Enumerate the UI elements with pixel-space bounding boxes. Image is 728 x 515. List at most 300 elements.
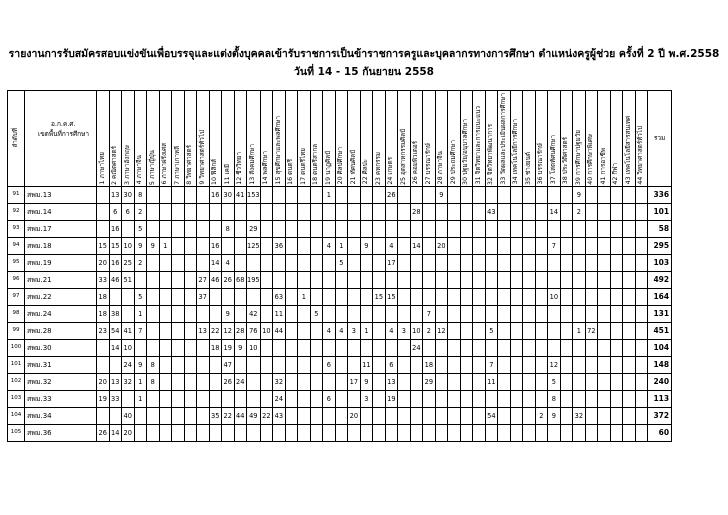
row-count: [273, 187, 286, 204]
header-subject: 34 เทคโนโลยีการศึกษา: [510, 91, 523, 187]
row-count: 125: [247, 238, 261, 255]
row-count: [598, 425, 611, 442]
row-count: [460, 289, 473, 306]
row-count: [360, 289, 373, 306]
row-count: [247, 289, 261, 306]
row-count: [473, 187, 486, 204]
row-count: 1: [134, 391, 147, 408]
row-count: [335, 306, 348, 323]
row-count: [310, 204, 323, 221]
row-count: [134, 272, 147, 289]
row-count: [298, 340, 311, 357]
row-total: 372: [648, 408, 672, 425]
row-count: 15: [385, 289, 398, 306]
row-count: [273, 204, 286, 221]
row-count: 9: [234, 340, 247, 357]
row-count: [510, 425, 523, 442]
row-count: [197, 340, 210, 357]
row-count: [423, 272, 436, 289]
row-count: 7: [548, 238, 561, 255]
row-count: [623, 340, 636, 357]
row-count: [335, 374, 348, 391]
row-count: 42: [247, 306, 261, 323]
row-count: [598, 323, 611, 340]
row-count: 11: [273, 306, 286, 323]
row-count: [184, 374, 197, 391]
header-subject: 2 คณิตศาสตร์: [109, 91, 122, 187]
row-region: สพม.31: [25, 357, 97, 374]
row-count: [510, 255, 523, 272]
row-count: [635, 306, 648, 323]
row-count: [560, 340, 573, 357]
row-total: 113: [648, 391, 672, 408]
row-count: [535, 255, 548, 272]
row-count: [523, 357, 536, 374]
row-count: [285, 255, 298, 272]
row-count: [159, 289, 172, 306]
row-count: [435, 306, 448, 323]
row-count: [623, 357, 636, 374]
row-count: 17: [348, 374, 361, 391]
row-count: [184, 323, 197, 340]
table-row: [8, 391, 672, 408]
row-count: [560, 425, 573, 442]
row-count: [184, 289, 197, 306]
row-count: 24: [122, 357, 135, 374]
header-subject: 3 ภาษาอังกฤษ: [122, 91, 135, 187]
row-count: [97, 357, 110, 374]
row-count: [560, 204, 573, 221]
row-count: [623, 306, 636, 323]
row-region: สพม.19: [25, 255, 97, 272]
row-count: 9: [222, 306, 235, 323]
row-count: [310, 425, 323, 442]
row-count: [635, 238, 648, 255]
row-count: [410, 221, 423, 238]
row-count: [373, 306, 386, 323]
row-count: [310, 323, 323, 340]
row-region: สพม.32: [25, 374, 97, 391]
row-count: [573, 255, 586, 272]
row-count: [585, 289, 598, 306]
row-region: สพม.13: [25, 187, 97, 204]
row-count: [435, 221, 448, 238]
row-count: [373, 425, 386, 442]
row-seq: 94: [8, 238, 25, 255]
row-count: [234, 289, 247, 306]
row-seq: 91: [8, 187, 25, 204]
row-count: [523, 374, 536, 391]
row-count: [310, 238, 323, 255]
row-count: [159, 204, 172, 221]
row-count: [498, 408, 511, 425]
row-count: [485, 391, 498, 408]
row-count: [435, 255, 448, 272]
report-date: วันที่ 14 - 15 กันยายน 2558: [294, 66, 434, 78]
row-count: [298, 238, 311, 255]
row-total: 164: [648, 289, 672, 306]
row-count: [273, 357, 286, 374]
row-count: [623, 425, 636, 442]
row-count: [298, 221, 311, 238]
row-count: [448, 272, 461, 289]
row-count: [585, 374, 598, 391]
row-count: 29: [247, 221, 261, 238]
row-count: [398, 374, 411, 391]
header-subject: 21 ทัศนศิลป์: [348, 91, 361, 187]
row-count: [610, 255, 623, 272]
row-count: [234, 425, 247, 442]
row-count: [159, 187, 172, 204]
row-count: [335, 221, 348, 238]
row-count: [184, 340, 197, 357]
row-count: [623, 204, 636, 221]
row-count: 20: [97, 374, 110, 391]
header-subject: 13 สังคมศึกษา: [247, 91, 261, 187]
row-count: [598, 357, 611, 374]
row-count: [172, 357, 185, 374]
row-count: [623, 272, 636, 289]
row-count: [298, 306, 311, 323]
row-count: 46: [209, 272, 222, 289]
row-count: [360, 306, 373, 323]
row-count: [610, 289, 623, 306]
row-count: [423, 425, 436, 442]
row-count: 25: [122, 255, 135, 272]
row-total: 104: [648, 340, 672, 357]
row-count: [623, 374, 636, 391]
row-count: [285, 204, 298, 221]
row-count: [460, 323, 473, 340]
row-count: [398, 272, 411, 289]
header-subject: 22 ศิลปะ: [360, 91, 373, 187]
row-count: [510, 408, 523, 425]
row-total: 60: [648, 425, 672, 442]
row-count: [623, 323, 636, 340]
row-count: 3: [398, 323, 411, 340]
row-count: [184, 221, 197, 238]
row-count: 49: [247, 408, 261, 425]
row-total: 131: [648, 306, 672, 323]
row-count: [635, 272, 648, 289]
row-count: 13: [109, 187, 122, 204]
row-count: [560, 391, 573, 408]
row-count: 4: [323, 323, 336, 340]
row-count: [448, 391, 461, 408]
row-count: [448, 204, 461, 221]
row-count: [134, 408, 147, 425]
row-count: 32: [122, 374, 135, 391]
row-count: [398, 357, 411, 374]
row-count: [435, 340, 448, 357]
row-seq: 101: [8, 357, 25, 374]
table-row: [8, 289, 672, 306]
row-count: 23: [97, 323, 110, 340]
row-count: [310, 374, 323, 391]
applicants-table: [7, 90, 672, 442]
row-count: [197, 204, 210, 221]
row-count: [147, 391, 160, 408]
header-subject: 11 เคมี: [222, 91, 235, 187]
row-count: [122, 306, 135, 323]
row-count: [323, 255, 336, 272]
row-count: 32: [273, 374, 286, 391]
row-count: 16: [109, 221, 122, 238]
row-count: [209, 391, 222, 408]
row-count: [197, 238, 210, 255]
row-count: [535, 187, 548, 204]
row-count: 15: [97, 238, 110, 255]
row-count: [460, 221, 473, 238]
row-count: [635, 221, 648, 238]
row-count: [498, 374, 511, 391]
row-count: [373, 391, 386, 408]
row-total: 451: [648, 323, 672, 340]
row-count: 2: [423, 323, 436, 340]
row-count: [147, 255, 160, 272]
row-count: 153: [247, 187, 261, 204]
row-count: 41: [234, 187, 247, 204]
row-count: [635, 357, 648, 374]
row-count: [147, 425, 160, 442]
header-subject: 36 บรรณารักษ์: [535, 91, 548, 187]
row-region: สพม.24: [25, 306, 97, 323]
row-count: [548, 425, 561, 442]
row-count: 72: [585, 323, 598, 340]
row-count: [310, 187, 323, 204]
row-count: [260, 255, 273, 272]
row-count: 1: [134, 374, 147, 391]
row-region: สพม.18: [25, 238, 97, 255]
row-count: 18: [423, 357, 436, 374]
row-count: [310, 272, 323, 289]
row-count: [535, 221, 548, 238]
row-count: [159, 391, 172, 408]
row-count: [159, 374, 172, 391]
row-count: [510, 391, 523, 408]
row-count: 9: [435, 187, 448, 204]
row-count: 13: [197, 323, 210, 340]
row-count: [460, 204, 473, 221]
row-count: [285, 408, 298, 425]
row-count: [285, 289, 298, 306]
row-count: [134, 425, 147, 442]
header-subject: 12 ชีววิทยา: [234, 91, 247, 187]
row-count: [598, 289, 611, 306]
row-count: [310, 408, 323, 425]
row-count: [260, 187, 273, 204]
row-count: [585, 408, 598, 425]
row-count: [147, 221, 160, 238]
row-total: 148: [648, 357, 672, 374]
row-count: 35: [209, 408, 222, 425]
row-count: [335, 340, 348, 357]
row-count: 29: [423, 374, 436, 391]
row-count: [610, 340, 623, 357]
row-count: [448, 425, 461, 442]
row-count: [335, 204, 348, 221]
header-subject: 24 เกษตร: [385, 91, 398, 187]
row-count: [448, 408, 461, 425]
row-region: สพม.22: [25, 289, 97, 306]
row-count: [209, 357, 222, 374]
row-count: [560, 187, 573, 204]
row-count: [97, 204, 110, 221]
header-seq: ลำดับที่: [8, 91, 25, 187]
row-count: [623, 187, 636, 204]
row-count: [485, 238, 498, 255]
row-count: [285, 221, 298, 238]
row-count: 7: [485, 357, 498, 374]
row-count: [473, 374, 486, 391]
row-count: [348, 425, 361, 442]
row-count: [285, 374, 298, 391]
row-count: 5: [134, 221, 147, 238]
row-count: 20: [348, 408, 361, 425]
row-count: [360, 340, 373, 357]
row-count: [373, 357, 386, 374]
row-count: [460, 255, 473, 272]
row-count: [485, 221, 498, 238]
row-count: [585, 204, 598, 221]
row-count: [560, 357, 573, 374]
row-count: 22: [260, 408, 273, 425]
row-region: สพม.17: [25, 221, 97, 238]
row-count: [485, 187, 498, 204]
row-count: [398, 187, 411, 204]
row-count: 5: [134, 289, 147, 306]
row-total: 58: [648, 221, 672, 238]
row-count: [623, 391, 636, 408]
row-count: [548, 323, 561, 340]
row-seq: 103: [8, 391, 25, 408]
row-count: 20: [97, 255, 110, 272]
row-count: [298, 408, 311, 425]
row-count: 7: [134, 323, 147, 340]
row-count: [373, 374, 386, 391]
row-count: 16: [209, 187, 222, 204]
row-count: 6: [385, 357, 398, 374]
row-count: [348, 272, 361, 289]
row-count: [172, 340, 185, 357]
row-count: [222, 289, 235, 306]
row-count: [323, 289, 336, 306]
row-count: [635, 289, 648, 306]
row-count: [298, 323, 311, 340]
row-count: 9: [134, 357, 147, 374]
row-count: [159, 425, 172, 442]
row-count: 43: [273, 408, 286, 425]
row-count: 5: [335, 255, 348, 272]
row-count: [122, 221, 135, 238]
table-body: [8, 187, 672, 442]
row-count: 44: [273, 323, 286, 340]
row-count: [373, 221, 386, 238]
row-count: [209, 306, 222, 323]
row-count: [184, 255, 197, 272]
row-count: [473, 340, 486, 357]
row-count: [410, 187, 423, 204]
row-count: [560, 408, 573, 425]
table-row: [8, 272, 672, 289]
row-count: [234, 255, 247, 272]
row-count: [410, 306, 423, 323]
row-count: [473, 323, 486, 340]
row-count: [510, 272, 523, 289]
row-count: [435, 425, 448, 442]
row-count: [335, 408, 348, 425]
row-count: [510, 357, 523, 374]
row-count: 16: [209, 238, 222, 255]
row-count: [197, 255, 210, 272]
row-count: [197, 391, 210, 408]
row-count: 10: [260, 323, 273, 340]
row-count: 18: [97, 289, 110, 306]
header-subject: 17 ดนตรีไทย: [298, 91, 311, 187]
row-count: [510, 187, 523, 204]
row-count: 6: [323, 357, 336, 374]
row-count: [147, 323, 160, 340]
header-region-line2: เขตพื้นที่การศึกษา: [38, 130, 89, 138]
row-count: [610, 306, 623, 323]
row-count: 2: [134, 255, 147, 272]
row-count: [184, 272, 197, 289]
row-count: [348, 357, 361, 374]
row-count: 54: [109, 323, 122, 340]
header-subject: 27 บรรณารักษ์: [423, 91, 436, 187]
header-region-line1: อ.ก.ค.ศ.: [51, 120, 76, 128]
row-count: [234, 357, 247, 374]
row-count: [523, 391, 536, 408]
row-count: [510, 323, 523, 340]
row-count: [97, 340, 110, 357]
row-count: 22: [222, 408, 235, 425]
row-count: [172, 323, 185, 340]
row-count: [184, 306, 197, 323]
header-subject: 30 ปฐมวัย/อนุบาลศึกษา: [460, 91, 473, 187]
row-count: 14: [109, 425, 122, 442]
row-count: 6: [122, 204, 135, 221]
row-count: [560, 272, 573, 289]
header-subject: 28 ภาษาจีน: [435, 91, 448, 187]
row-count: 4: [323, 238, 336, 255]
row-count: [222, 238, 235, 255]
row-count: [448, 187, 461, 204]
row-region: สพม.33: [25, 391, 97, 408]
row-count: [310, 357, 323, 374]
row-count: [247, 391, 261, 408]
header-subject: 5 ภาษาญี่ปุ่น: [147, 91, 160, 187]
row-count: 9: [360, 374, 373, 391]
row-count: [473, 289, 486, 306]
row-count: 15: [109, 238, 122, 255]
row-count: [423, 340, 436, 357]
row-count: [473, 391, 486, 408]
row-count: [423, 187, 436, 204]
row-count: [410, 374, 423, 391]
row-count: 19: [385, 391, 398, 408]
row-count: [285, 340, 298, 357]
row-count: 24: [273, 391, 286, 408]
row-count: 7: [423, 306, 436, 323]
header-subject: 39 การศึกษาปฐมวัย: [573, 91, 586, 187]
row-count: [523, 238, 536, 255]
row-count: [159, 306, 172, 323]
row-seq: 99: [8, 323, 25, 340]
row-count: [410, 357, 423, 374]
row-count: [273, 340, 286, 357]
row-count: [610, 272, 623, 289]
